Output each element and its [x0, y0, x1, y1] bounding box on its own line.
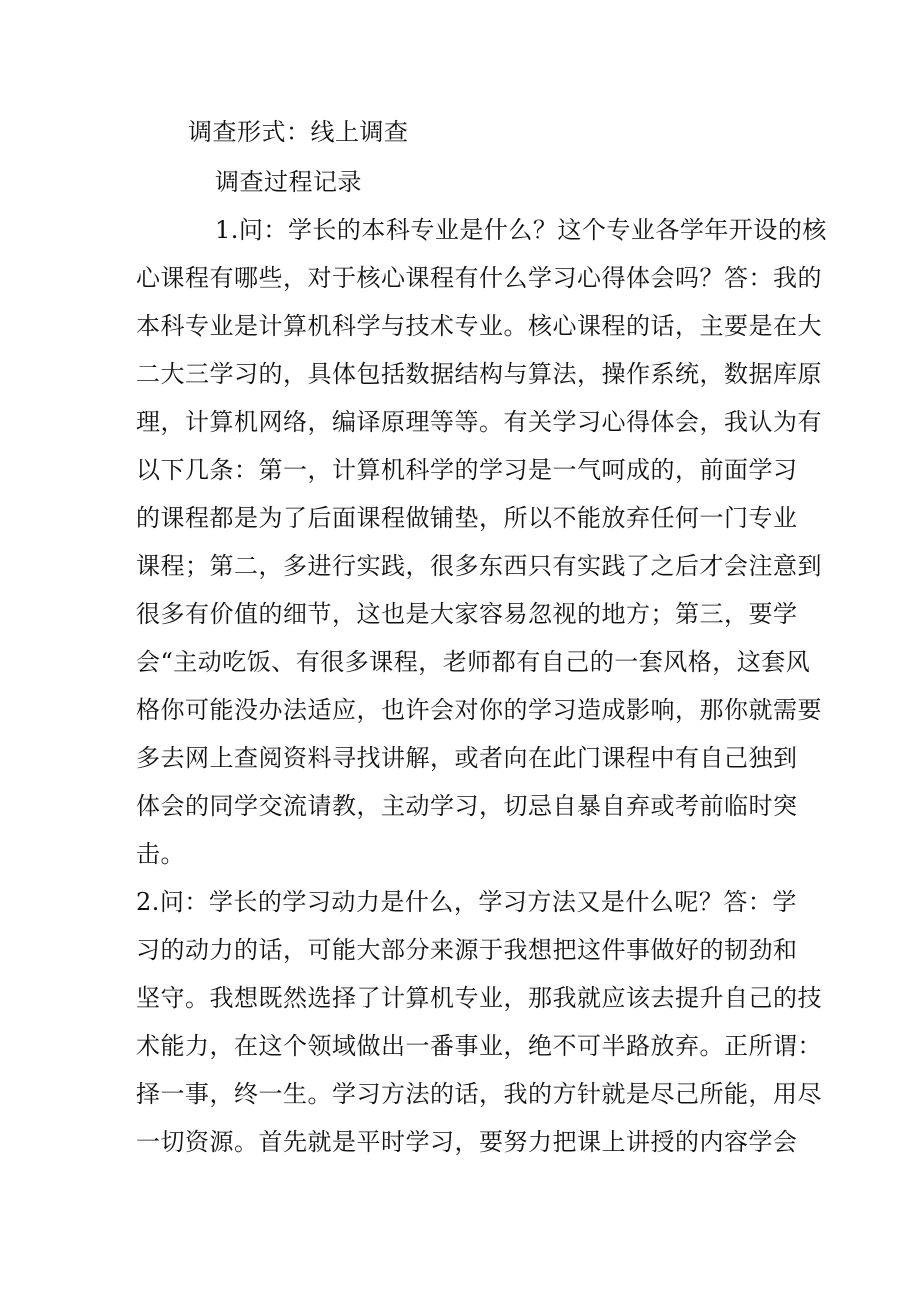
paragraph1-line: 多去网上查阅资料寻找讲解，或者向在此门课程中有自己独到 — [136, 744, 798, 772]
paragraph1-line: 会“主动吃饭、有很多课程，老师都有自己的一套风格，这套风 — [136, 648, 811, 676]
paragraph2-line: 术能力，在这个领域做出一番事业，绝不可半路放弃。正所谓： — [136, 1032, 822, 1060]
paragraph2-line: 习的动力的话，可能大部分来源于我想把这件事做好的韧劲和 — [136, 936, 798, 964]
paragraph1-line: 1.问：学长的本科专业是什么？这个专业各学年开设的核 — [215, 216, 827, 244]
paragraph1-line: 二大三学习的，具体包括数据结构与算法，操作系统，数据库原 — [136, 360, 822, 388]
paragraph1-line: 课程；第二，多进行实践，很多东西只有实践了之后才会注意到 — [136, 552, 822, 580]
paragraph1-line: 很多有价值的细节，这也是大家容易忽视的地方；第三，要学 — [136, 600, 798, 628]
paragraph1-line: 体会的同学交流请教，主动学习，切忌自暴自弃或考前临时突 — [136, 792, 798, 820]
paragraph1-line: 本科专业是计算机科学与技术专业。核心课程的话，主要是在大 — [136, 312, 822, 340]
paragraph2-line: 2.问：学长的学习动力是什么，学习方法又是什么呢？答：学 — [136, 888, 797, 916]
survey-form-heading: 调查形式：线上调查 — [188, 118, 409, 146]
paragraph2-line: 一切资源。首先就是平时学习，要努力把课上讲授的内容学会 — [136, 1128, 798, 1156]
paragraph1-line: 以下几条：第一，计算机科学的学习是一气呵成的，前面学习 — [136, 456, 798, 484]
paragraph1-line: 理，计算机网络，编译原理等等。有关学习心得体会，我认为有 — [136, 408, 822, 436]
paragraph1-line: 格你可能没办法适应，也许会对你的学习造成影响，那你就需要 — [136, 696, 822, 724]
paragraph1-line: 的课程都是为了后面课程做铺垫，所以不能放弃任何一门专业 — [136, 504, 798, 532]
paragraph1-line: 击。 — [136, 840, 185, 868]
paragraph1-line: 心课程有哪些，对于核心课程有什么学习心得体会吗？答：我的 — [136, 264, 822, 292]
paragraph2-line: 择一事，终一生。学习方法的话，我的方针就是尽己所能，用尽 — [136, 1080, 822, 1108]
survey-record-heading: 调查过程记录 — [215, 168, 362, 196]
paragraph2-line: 坚守。我想既然选择了计算机专业，那我就应该去提升自己的技 — [136, 984, 822, 1012]
